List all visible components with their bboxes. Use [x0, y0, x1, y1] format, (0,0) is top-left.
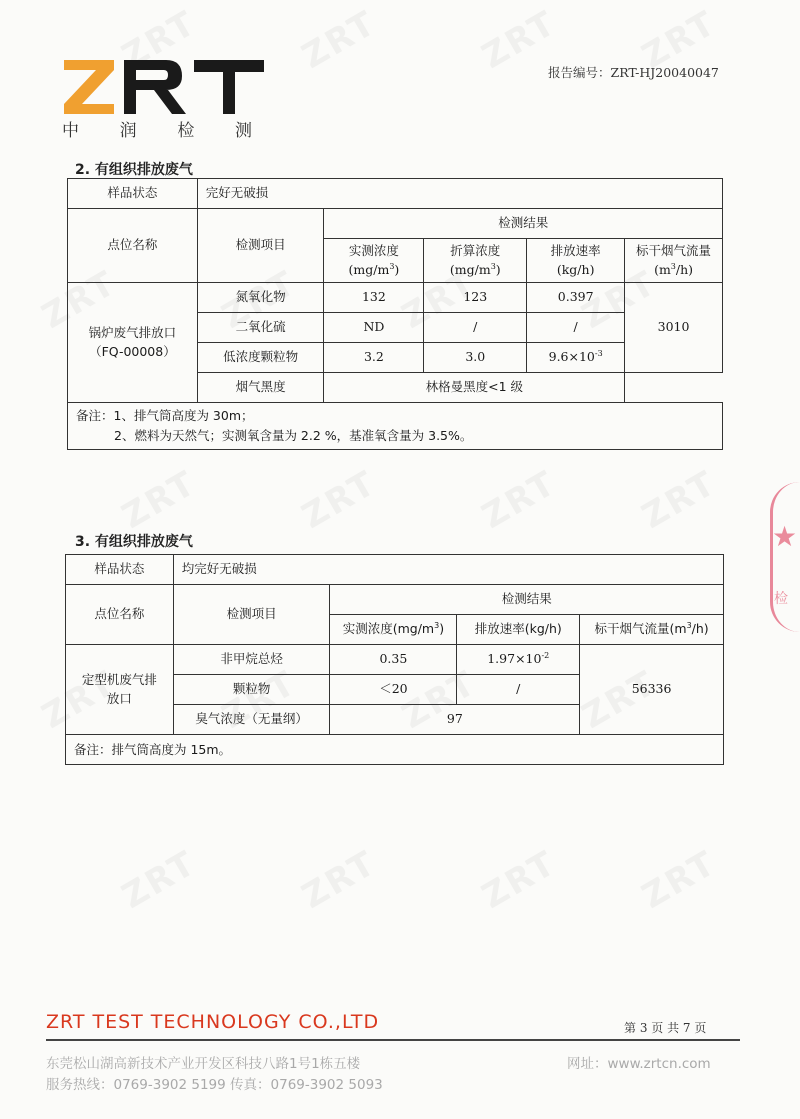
table-row [66, 585, 724, 615]
odor-value-cell: 97 [330, 705, 580, 735]
point-name-cell [66, 645, 174, 735]
logo-char: 中 [62, 121, 79, 141]
table-row [66, 645, 724, 675]
page-number: 第 3 页 共 7 页 [624, 1021, 707, 1035]
col-measured-label: 实测浓度(mg/m [342, 621, 435, 637]
section-2-table [67, 178, 723, 450]
footer-address: 东莞松山湖高新技术产业开发区科技八路1号1栋五楼 [46, 1056, 361, 1072]
item-cell: 氮氧化物 [197, 283, 324, 313]
item-header: 检测项目 [173, 585, 330, 645]
item-cell: 颗粒物 [173, 675, 330, 705]
col-flow-unit-end: /h) [675, 261, 694, 277]
item-cell: 二氧化硫 [197, 313, 324, 343]
col-rate-header: 排放速率(kg/h) [457, 615, 580, 645]
logo-char: 检 [177, 121, 195, 141]
table-row [68, 179, 723, 209]
point-name-header: 点位名称 [66, 585, 174, 645]
converted-cell: 123 [424, 283, 527, 313]
flow-cell: 56336 [580, 645, 724, 735]
converted-cell: 3.0 [424, 343, 527, 373]
section-3-title: 3. 有组织排放废气 [75, 534, 193, 550]
sample-state-label: 样品状态 [66, 555, 174, 585]
item-header: 检测项目 [197, 209, 324, 283]
report-number-label: 报告编号： [548, 65, 611, 80]
table-row [68, 403, 723, 450]
rate-cell: 0.397 [527, 283, 625, 313]
watermark [635, 463, 723, 537]
rate-exponent: -3 [594, 349, 603, 359]
seal-text: 检 [774, 591, 788, 607]
section-2-title: 2. 有组织排放废气 [75, 162, 193, 178]
note-cell: 备注：排气筒高度为 15m。 [66, 735, 724, 765]
sample-state-value: 均完好无破损 [173, 555, 723, 585]
item-cell: 烟气黑度 [197, 373, 324, 403]
watermark [115, 843, 203, 917]
footer-company-name: ZRT TEST TECHNOLOGY CO.,LTD [46, 1011, 380, 1033]
rate-cell [457, 645, 580, 675]
col-flow-header: 标干烟气流量$(m^3/h)$ [580, 615, 724, 645]
section-3-table [65, 554, 724, 765]
smoke-value-cell: 林格曼黑度<1 级 [324, 373, 625, 403]
rate-base: 1.97×10 [487, 651, 542, 667]
watermark [295, 843, 383, 917]
flow-cell: 3010 [625, 283, 723, 373]
measured-cell: 0.35 [330, 645, 457, 675]
table-row [66, 735, 724, 765]
measured-cell: 132 [324, 283, 424, 313]
table-row [68, 283, 723, 313]
rate-base: 9.6×10 [548, 349, 595, 365]
col-flow-label: 标干烟气流量 [636, 243, 712, 259]
col-flow-label: 标干烟气流量(m [594, 621, 687, 637]
table-row [66, 555, 724, 585]
watermark [295, 463, 383, 537]
sample-state-value: 完好无破损 [197, 179, 722, 209]
col-measured-unit: (mg/m [348, 261, 390, 277]
footer-website: 网址：www.zrtcn.com [567, 1056, 711, 1072]
table-row [68, 209, 723, 239]
logo-char: 测 [234, 121, 252, 141]
point-name: 放口 [106, 690, 132, 706]
col-rate-unit: (kg/h) [556, 261, 595, 277]
sample-state-label: 样品状态 [68, 179, 198, 209]
col-measured-end: ) [439, 621, 445, 637]
report-number [548, 63, 719, 81]
item-cell: 低浓度颗粒物 [197, 343, 324, 373]
seal-star-icon: ★ [772, 520, 798, 553]
item-cell: 非甲烷总烃 [173, 645, 330, 675]
note-line: 备注：1、排气筒高度为 30m； [76, 408, 254, 423]
footer-divider [46, 1039, 740, 1041]
col-measured-header: 实测浓度 $(mg/m^3)$ [324, 239, 424, 283]
result-header: 检测结果 [330, 585, 724, 615]
footer-phone: 服务热线：0769-3902 5199 传真：0769-3902 5093 [46, 1077, 383, 1093]
measured-cell: 3.2 [324, 343, 424, 373]
watermark [115, 463, 203, 537]
item-cell: 臭气浓度（无量纲） [173, 705, 330, 735]
measured-cell: ND [324, 313, 424, 343]
measured-cell: ＜20 [330, 675, 457, 705]
point-name: 定型机废气排 [81, 672, 157, 688]
col-measured-label: 实测浓度 [348, 243, 399, 259]
col-converted-unit: (mg/m [449, 261, 491, 277]
converted-cell: / [424, 313, 527, 343]
note-cell [68, 403, 723, 450]
col-rate-header [527, 239, 625, 283]
col-measured-header: 实测浓度$(mg/m^3)$ [330, 615, 457, 645]
logo-char: 润 [119, 121, 137, 141]
note-line: 2、燃料为天然气；实测氧含量为 2.2 %，基准氧含量为 3.5%。 [114, 428, 473, 443]
point-name-header: 点位名称 [68, 209, 198, 283]
report-number-value: ZRT-HJ20040047 [610, 65, 719, 80]
watermark [635, 843, 723, 917]
rate-cell [527, 343, 625, 373]
col-flow-header: 标干烟气流量 $(m^3/h)$ [625, 239, 723, 283]
col-converted-label: 折算浓度 [450, 243, 501, 259]
watermark [475, 463, 563, 537]
seal-stamp [770, 482, 800, 632]
col-converted-header: 折算浓度 $(mg/m^3)$ [424, 239, 527, 283]
col-flow-end: /h) [691, 621, 709, 637]
col-flow-unit: (m [654, 261, 671, 277]
rate-cell: / [527, 313, 625, 343]
watermark [475, 843, 563, 917]
point-code: （FQ-00008） [89, 343, 176, 359]
rate-cell: / [457, 675, 580, 705]
point-name: 锅炉废气排放口 [88, 325, 177, 341]
watermark [295, 3, 383, 77]
logo-chinese-name [62, 116, 252, 141]
point-name-cell [68, 283, 198, 403]
rate-exponent: -2 [541, 651, 550, 661]
result-header: 检测结果 [324, 209, 723, 239]
col-rate-label: 排放速率 [550, 243, 601, 259]
